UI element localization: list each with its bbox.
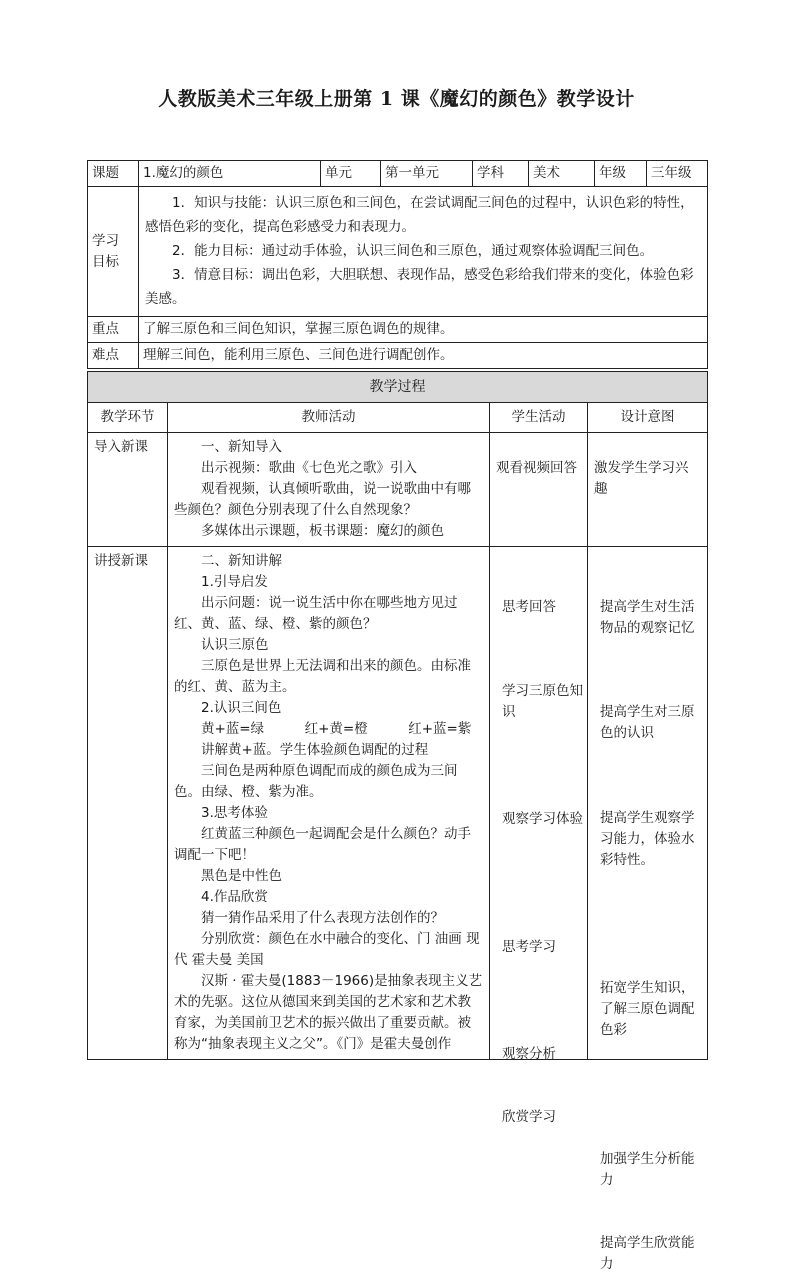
lecture-design-intent [588,547,708,1272]
key-point-row [88,317,708,343]
header-stage: 教学环节 [88,403,168,433]
process-header-row [88,403,708,433]
teacher-line: 多媒体出示课题，板书课题：魔幻的颜色 [201,523,444,539]
objective-item: 3．情意目标：调出色彩，大胆联想、表现作品，感受色彩给我们带来的变化，体验色彩美感。 [145,267,694,307]
teacher-line: 一、新知导入 [201,439,282,455]
header-student: 学生活动 [490,403,588,433]
intro-design-intent [588,433,708,547]
teacher-line: 三原色是世界上无法调和出来的颜色。由标准的红、黄、蓝为主。 [174,658,471,695]
key-point-text: 了解三原色和三间色知识，掌握三原色调色的规律。 [139,317,708,343]
header-teacher: 教师活动 [168,403,490,433]
objectives-label-line1: 学习 [92,232,119,249]
teacher-line: 出示问题：说一说生活中你在哪些地方见过红、黄、蓝、绿、橙、紫的颜色？ [174,595,458,632]
teacher-line: 猜一猜作品采用了什么表现方法创作的？ [201,910,444,926]
intent-text: 提高学生对三原色的认识 [600,704,695,741]
teacher-line: 3.思考体验 [201,805,268,821]
teacher-line: 讲解黄+蓝。学生体验颜色调配的过程 [201,742,429,758]
lecture-student-activity [490,547,588,1125]
objectives-row [88,187,708,317]
intro-stage: 导入新课 [88,433,168,547]
teacher-line: 出示视频：歌曲《七色光之歌》引入 [201,460,417,476]
process-banner: 教学过程 [88,372,708,403]
student-text: 思考回答 [502,599,556,615]
teacher-line: 4.作品欣赏 [201,889,268,905]
document-title: 人教版美术三年级上册第 1 课《魔幻的颜色》教学设计 [158,88,635,110]
intro-student-activity [490,433,588,547]
student-text: 观察分析 [502,1046,556,1062]
lecture-row [88,547,708,1060]
difficulty-row [88,343,708,369]
student-text: 观察学习体验 [502,811,583,827]
lesson-info-table [87,160,708,369]
lecture-teacher-activity [168,547,490,1060]
teacher-line: 红黄蓝三种颜色一起调配会是什么颜色？动手调配一下吧！ [174,826,471,863]
grade-label: 年级 [595,161,647,187]
objective-item: 1．知识与技能：认识三原色和三间色，在尝试调配三间色的过程中，认识色彩的特性，感悟色彩的变化，提高色彩感受力和表现力。 [145,195,694,235]
intent-text: 拓宽学生知识，了解三原色调配色彩 [600,980,695,1038]
intent-text: 加强学生分析能力 [600,1151,695,1188]
teacher-line: 二、新知讲解 [201,553,282,569]
lecture-stage: 讲授新课 [88,547,168,1060]
intent-text: 激发学生学习兴趣 [594,460,689,497]
topic-value: 1.魔幻的颜色 [139,161,321,187]
student-text: 学习三原色知识 [502,683,583,720]
teacher-line: 三间色是两种原色调配而成的颜色成为三间色。由绿、橙、紫为准。 [174,763,458,800]
teacher-line: 黑色是中性色 [201,868,282,884]
subject-value: 美术 [529,161,595,187]
process-banner-row [88,372,708,403]
subject-label: 学科 [473,161,529,187]
objective-item: 2．能力目标：通过动手体验，认识三间色和三原色，通过观察体验调配三间色。 [172,243,654,259]
intent-text: 提高学生观察学习能力，体验水彩特性。 [600,810,695,868]
teacher-line: 认识三原色 [201,637,269,653]
teacher-line: 分别欣赏：颜色在水中融合的变化、门 油画 现代 霍夫曼 美国 [174,931,480,968]
difficulty-label: 难点 [88,343,139,369]
objectives-label [88,187,139,317]
key-point-label: 重点 [88,317,139,343]
student-text: 观看视频回答 [496,460,577,476]
unit-label: 单元 [321,161,381,187]
header-intent: 设计意图 [588,403,708,433]
student-text: 欣赏学习 [502,1109,556,1125]
teacher-line: 1.引导启发 [201,574,268,590]
teacher-line: 黄+蓝=绿 红+黄=橙 红+蓝=紫 [201,721,472,737]
teacher-line: 2.认识三间色 [201,700,282,716]
intent-text: 提高学生欣赏能力 [600,1235,695,1272]
grade-value: 三年级 [647,161,708,187]
difficulty-text: 理解三间色，能利用三原色、三间色进行调配创作。 [139,343,708,369]
student-text: 思考学习 [502,939,556,955]
teacher-line: 观看视频，认真倾听歌曲，说一说歌曲中有哪些颜色？颜色分别表现了什么自然现象？ [174,481,471,518]
info-row [88,161,708,187]
unit-value: 第一单元 [381,161,473,187]
intro-teacher-activity [168,433,490,547]
intro-row [88,433,708,547]
teaching-process-table [87,371,708,1272]
objectives-content [139,187,708,317]
teacher-line: 汉斯 · 霍夫曼(1883－1966)是抽象表现主义艺术的先驱。这位从德国来到美国的艺术家和艺术教育家，为美国前卫艺术的振兴做出了重要贡献。被称为“抽象表现主义之父”。《门》是霍夫曼创作 [174,973,483,1052]
topic-label: 课题 [88,161,139,187]
objectives-label-line2: 目标 [92,253,119,270]
intent-text: 提高学生对生活物品的观察记忆 [600,599,695,636]
